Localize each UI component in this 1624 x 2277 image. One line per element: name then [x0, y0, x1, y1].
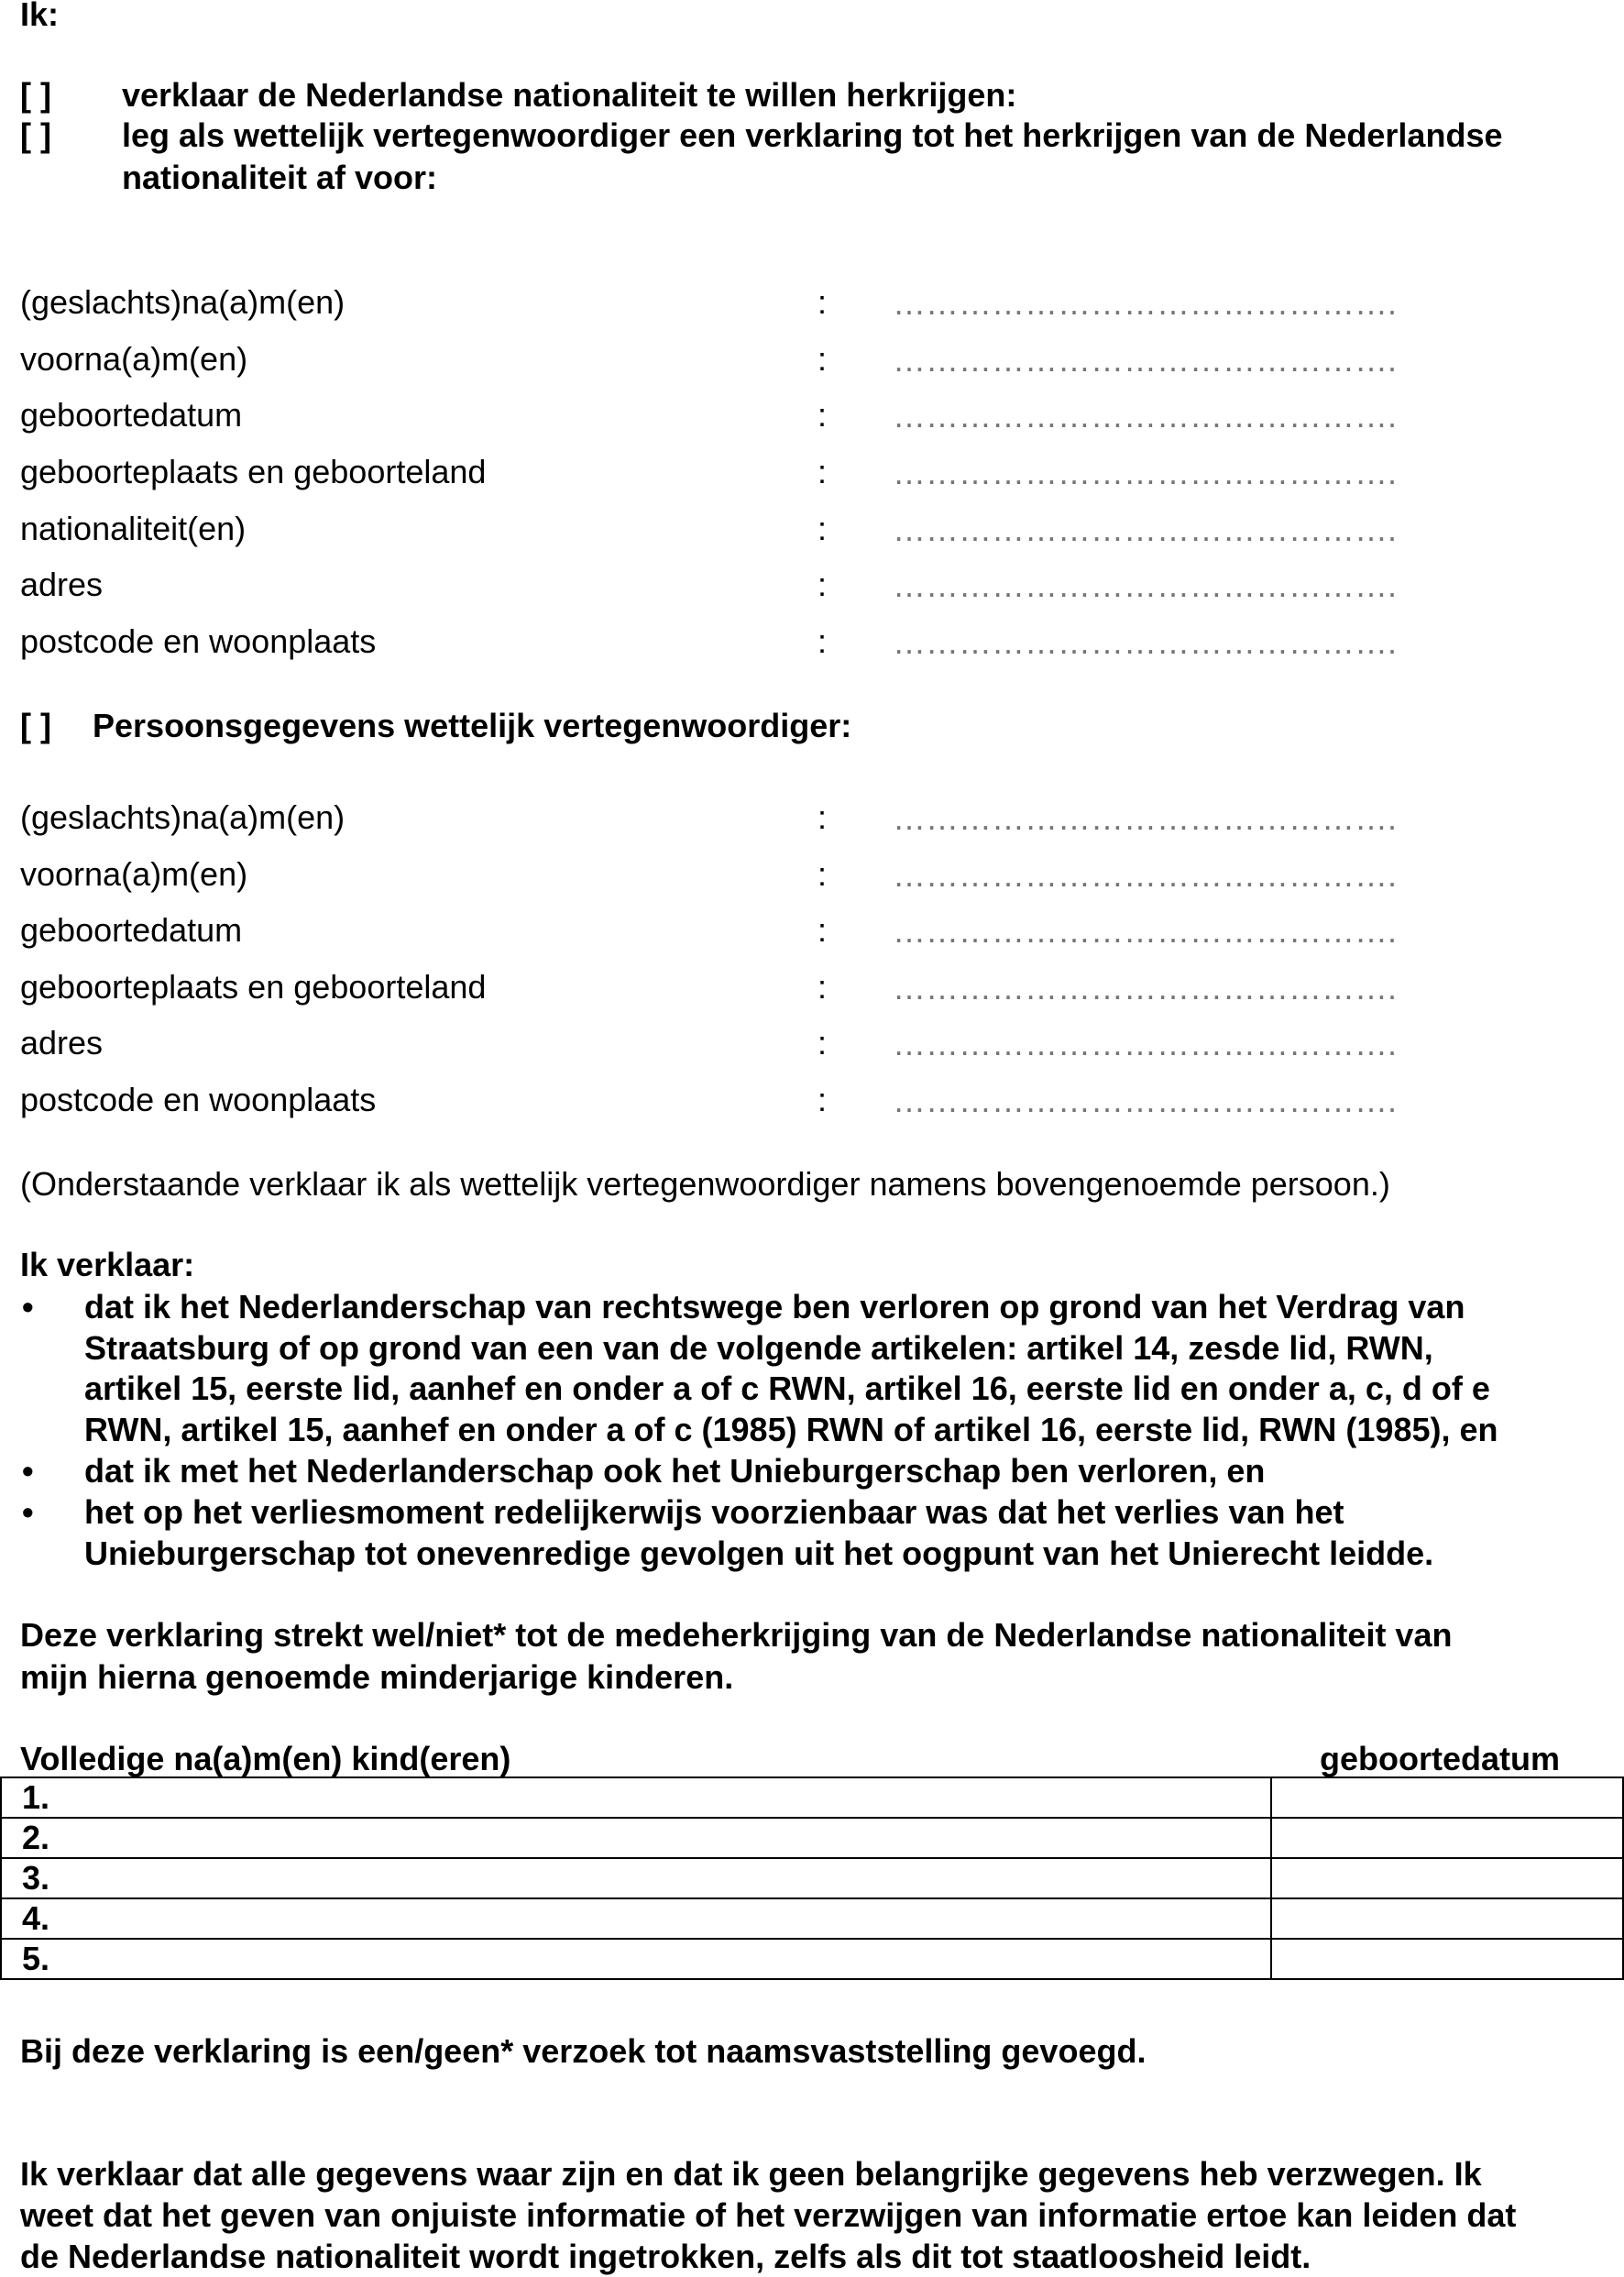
birthplace-input[interactable]: [891, 452, 1431, 494]
child-date-cell[interactable]: [1271, 1858, 1623, 1898]
option-2-label-line-1: leg als wettelijk vertegenwoordiger een verklaring tot het herkrijgen van de Nederlandse: [122, 116, 1503, 154]
bullet-icon: •: [22, 1452, 34, 1490]
child-name-cell[interactable]: [1, 1777, 1271, 1818]
bullet-icon: •: [22, 1493, 34, 1531]
person-field-surname: [20, 282, 1487, 323]
field-colon: :: [817, 798, 828, 836]
rep-field-address: [20, 1023, 1487, 1063]
declaration-bullet-2: dat ik met het Nederlanderschap ook het Unieburgerschap ben verloren, en: [84, 1452, 1266, 1490]
option-2-checkbox[interactable]: [ ]: [20, 116, 51, 154]
rep-birthplace-input[interactable]: [891, 967, 1431, 1009]
table-row: [1, 1858, 1623, 1898]
rep-postcode-input[interactable]: [891, 1080, 1431, 1122]
rep-field-surname: [20, 798, 1487, 838]
row-number: 5.: [22, 1940, 50, 1977]
child-name-cell[interactable]: [1, 1818, 1271, 1858]
field-colon: :: [817, 1081, 828, 1118]
field-label: (geslachts)na(a)m(en): [20, 798, 346, 836]
intro-label: Ik:: [20, 0, 60, 33]
final-statement-line-1: Ik verklaar dat alle gegevens waar zijn en dat ik geen belangrijke gegevens heb verzwegen. Ik: [20, 2155, 1482, 2193]
field-colon: :: [817, 453, 828, 490]
rep-surname-input[interactable]: [891, 798, 1431, 840]
field-colon: :: [817, 283, 828, 321]
person-field-nationality: [20, 509, 1487, 549]
field-colon: :: [817, 911, 828, 949]
final-statement-line-2: weet dat het geven van onjuiste informatie of het verzwijgen van informatie ertoe kan leiden dat: [20, 2196, 1517, 2234]
field-colon: :: [817, 968, 828, 1006]
field-colon: :: [817, 1024, 828, 1062]
option-1-checkbox[interactable]: [ ]: [20, 76, 51, 114]
declaration-bullet-1-line-3: artikel 15, eerste lid, aanhef en onder a of c RWN, artikel 16, eerste lid en onder a, c, d of e: [84, 1370, 1490, 1407]
field-label: postcode en woonplaats: [20, 622, 377, 660]
declaration-bullet-1-line-4: RWN, artikel 15, aanhef en onder a of c (1985) RWN of artikel 16, eerste lid, RWN (1985), en: [84, 1411, 1498, 1448]
table-row: [1, 1777, 1623, 1818]
field-label: postcode en woonplaats: [20, 1081, 377, 1118]
birthdate-input[interactable]: [891, 395, 1431, 437]
field-label: geboorteplaats en geboorteland: [20, 453, 487, 490]
field-label: voorna(a)m(en): [20, 340, 248, 378]
rep-firstnames-input[interactable]: [891, 854, 1431, 896]
field-colon: :: [817, 855, 828, 893]
surname-input[interactable]: [891, 282, 1431, 324]
table-row: [1, 1818, 1623, 1858]
field-label: geboortedatum: [20, 396, 243, 434]
rep-address-input[interactable]: [891, 1023, 1431, 1065]
person-field-birthdate: [20, 395, 1487, 435]
field-colon: :: [817, 510, 828, 547]
children-intro-line-1: Deze verklaring strekt wel/niet* tot de medeherkrijging van de Nederlandse nationaliteit van: [20, 1616, 1453, 1654]
final-statement-line-3: de Nederlandse nationaliteit wordt ingetrokken, zelfs als dit tot staatloosheid leidt.: [20, 2238, 1311, 2275]
address-input[interactable]: [891, 565, 1431, 607]
field-label: nationaliteit(en): [20, 510, 247, 547]
field-colon: :: [817, 622, 828, 660]
representative-checkbox[interactable]: [ ]: [20, 707, 51, 744]
declaration-bullet-3-line-1: het op het verliesmoment redelijkerwijs voorzienbaar was dat het verlies van het: [84, 1493, 1344, 1531]
field-label: (geslachts)na(a)m(en): [20, 283, 346, 321]
children-table: [0, 1776, 1624, 1980]
person-field-firstnames: [20, 339, 1487, 380]
bullet-icon: •: [22, 1288, 34, 1326]
children-col-date-header: geboortedatum: [1320, 1740, 1561, 1777]
field-colon: :: [817, 340, 828, 378]
row-number: 3.: [22, 1859, 50, 1897]
child-date-cell[interactable]: [1271, 1939, 1623, 1979]
child-date-cell[interactable]: [1271, 1818, 1623, 1858]
rep-field-postcode: [20, 1080, 1487, 1120]
declaration-heading: Ik verklaar:: [20, 1246, 195, 1283]
postcode-input[interactable]: [891, 622, 1431, 664]
declaration-bullet-3-line-2: Unieburgerschap tot onevenredige gevolgen uit het oogpunt van het Unierecht leidde.: [84, 1534, 1434, 1572]
field-label: geboorteplaats en geboorteland: [20, 968, 487, 1006]
person-field-postcode: [20, 622, 1487, 662]
child-name-cell[interactable]: [1, 1858, 1271, 1898]
representative-heading: Persoonsgegevens wettelijk vertegenwoordiger:: [93, 707, 852, 744]
rep-birthdate-input[interactable]: [891, 910, 1431, 952]
representative-note: (Onderstaande verklaar ik als wettelijk vertegenwoordiger namens bovengenoemde persoon.): [20, 1165, 1390, 1203]
field-label: adres: [20, 566, 104, 603]
row-number: 4.: [22, 1899, 50, 1937]
rep-field-firstnames: [20, 854, 1487, 895]
person-field-address: [20, 565, 1487, 605]
field-label: geboortedatum: [20, 911, 243, 949]
rep-field-birthdate: [20, 910, 1487, 951]
field-label: adres: [20, 1024, 104, 1062]
child-date-cell[interactable]: [1271, 1777, 1623, 1818]
child-name-cell[interactable]: [1, 1898, 1271, 1939]
option-2-label-line-2: nationaliteit af voor:: [122, 159, 438, 196]
rep-field-birthplace: [20, 967, 1487, 1007]
person-field-birthplace: [20, 452, 1487, 492]
table-row: [1, 1939, 1623, 1979]
field-label: voorna(a)m(en): [20, 855, 248, 893]
option-1-label: verklaar de Nederlandse nationaliteit te willen herkrijgen:: [122, 76, 1017, 114]
declaration-bullet-1-line-2: Straatsburg of op grond van een van de volgende artikelen: artikel 14, zesde lid, RWN,: [84, 1329, 1433, 1367]
children-intro-line-2: mijn hierna genoemde minderjarige kinderen.: [20, 1658, 734, 1696]
child-name-cell[interactable]: [1, 1939, 1271, 1979]
row-number: 1.: [22, 1778, 50, 1816]
firstnames-input[interactable]: [891, 339, 1431, 381]
field-colon: :: [817, 566, 828, 603]
declaration-bullet-1-line-1: dat ik het Nederlanderschap van rechtswege ben verloren op grond van het Verdrag van: [84, 1288, 1465, 1326]
field-colon: :: [817, 396, 828, 434]
row-number: 2.: [22, 1819, 50, 1856]
name-request-statement: Bij deze verklaring is een/geen* verzoek tot naamsvaststelling gevoegd.: [20, 2032, 1147, 2070]
nationality-input[interactable]: [891, 509, 1431, 551]
child-date-cell[interactable]: [1271, 1898, 1623, 1939]
table-row: [1, 1898, 1623, 1939]
children-col-name-header: Volledige na(a)m(en) kind(eren): [20, 1740, 511, 1777]
